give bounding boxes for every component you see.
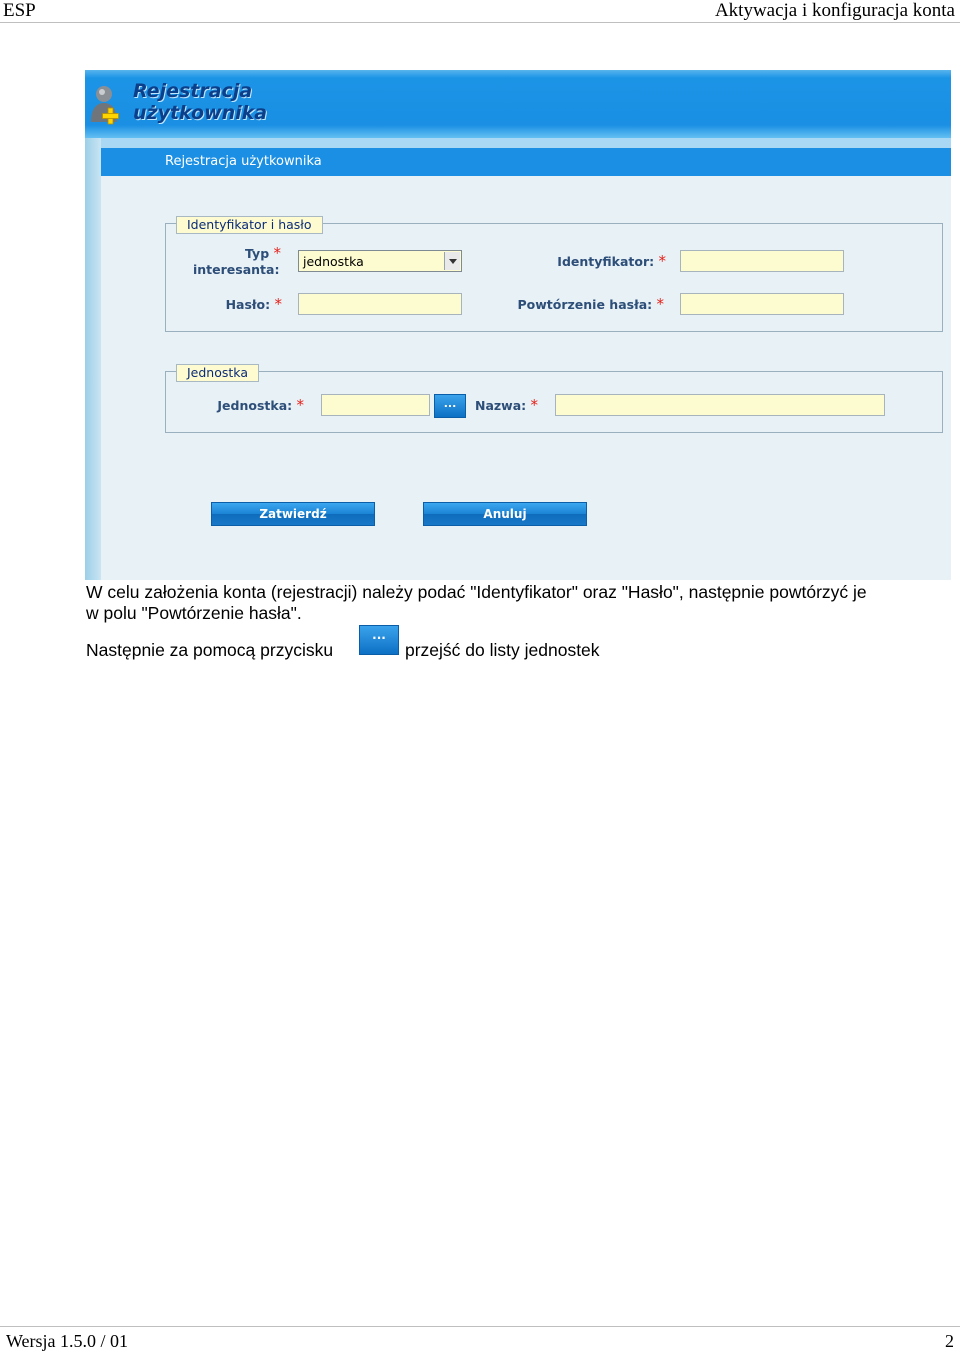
jednostka-label-text: Jednostka: [217,398,293,413]
banner-title-line1: Rejestracja [133,80,253,102]
panel-title: Rejestracja użytkownika [165,154,322,169]
typ-label-line2: interesanta: [193,262,280,277]
nazwa-input[interactable] [555,394,885,416]
left-strip [85,138,101,580]
powtorzenie-hasla-label [466,295,664,313]
identyfikator-input[interactable] [680,250,844,272]
haslo-label [186,295,282,313]
haslo-label-text: Hasło: [225,297,271,312]
footer-page-number: 2 [945,1331,954,1351]
panel-header [101,148,951,176]
nazwa-label-text: Nazwa: [474,398,527,413]
fieldset-legend-identyfikator: Identyfikator i hasło [176,216,323,234]
registration-banner [85,70,951,138]
powtorzenie-label-text: Powtórzenie hasła: [517,297,653,312]
header-doc-name: ESP [3,0,36,21]
required-star: * [658,252,666,270]
banner-title [133,80,267,124]
add-user-icon [89,82,125,126]
fieldset-jednostka [165,365,943,433]
banner-title-line2: użytkownika [133,102,268,124]
jednostka-label [196,396,304,414]
browse-button-illustration: ... [359,625,399,655]
identyfikator-label [506,252,666,270]
required-star: * [656,295,664,313]
paragraph-line2: w polu "Powtórzenie hasła". [86,603,302,623]
header-section-title: Aktywacja i konfiguracja konta [714,0,955,21]
paragraph2-before: Następnie za pomocą przycisku [86,640,334,660]
footer-divider [0,1326,960,1327]
required-star: * [530,396,538,414]
nazwa-label [462,396,538,414]
powtorzenie-hasla-input[interactable] [680,293,844,315]
fieldset-identyfikator [165,217,943,332]
registration-screenshot [85,70,951,580]
required-star: * [273,244,281,262]
typ-interesanta-label [193,245,281,278]
header-divider [0,22,960,23]
jednostka-input[interactable] [321,394,430,416]
chevron-down-icon[interactable] [444,252,460,270]
paragraph2-after: przejść do listy jednostek [405,640,600,660]
anuluj-button[interactable]: Anuluj [423,502,587,526]
footer-version: Wersja 1.5.0 / 01 [6,1331,129,1351]
typ-interesanta-value: jednostka [303,254,364,269]
typ-interesanta-select[interactable] [298,250,462,272]
zatwierdz-button[interactable]: Zatwierdź [211,502,375,526]
registration-panel [101,176,951,580]
identyfikator-label-text: Identyfikator: [557,254,655,269]
fieldset-legend-jednostka: Jednostka [176,364,259,382]
browse-jednostki-button[interactable]: ... [434,394,466,418]
required-star: * [296,396,304,414]
instruction-paragraph [86,582,867,624]
banner-separator [85,138,951,148]
haslo-input[interactable] [298,293,462,315]
typ-label-line1: Typ [245,246,270,261]
paragraph-line1: W celu założenia konta (rejestracji) należy podać "Identyfikator" oraz "Hasło", następnie powtórzyć je [86,582,867,602]
required-star: * [274,295,282,313]
